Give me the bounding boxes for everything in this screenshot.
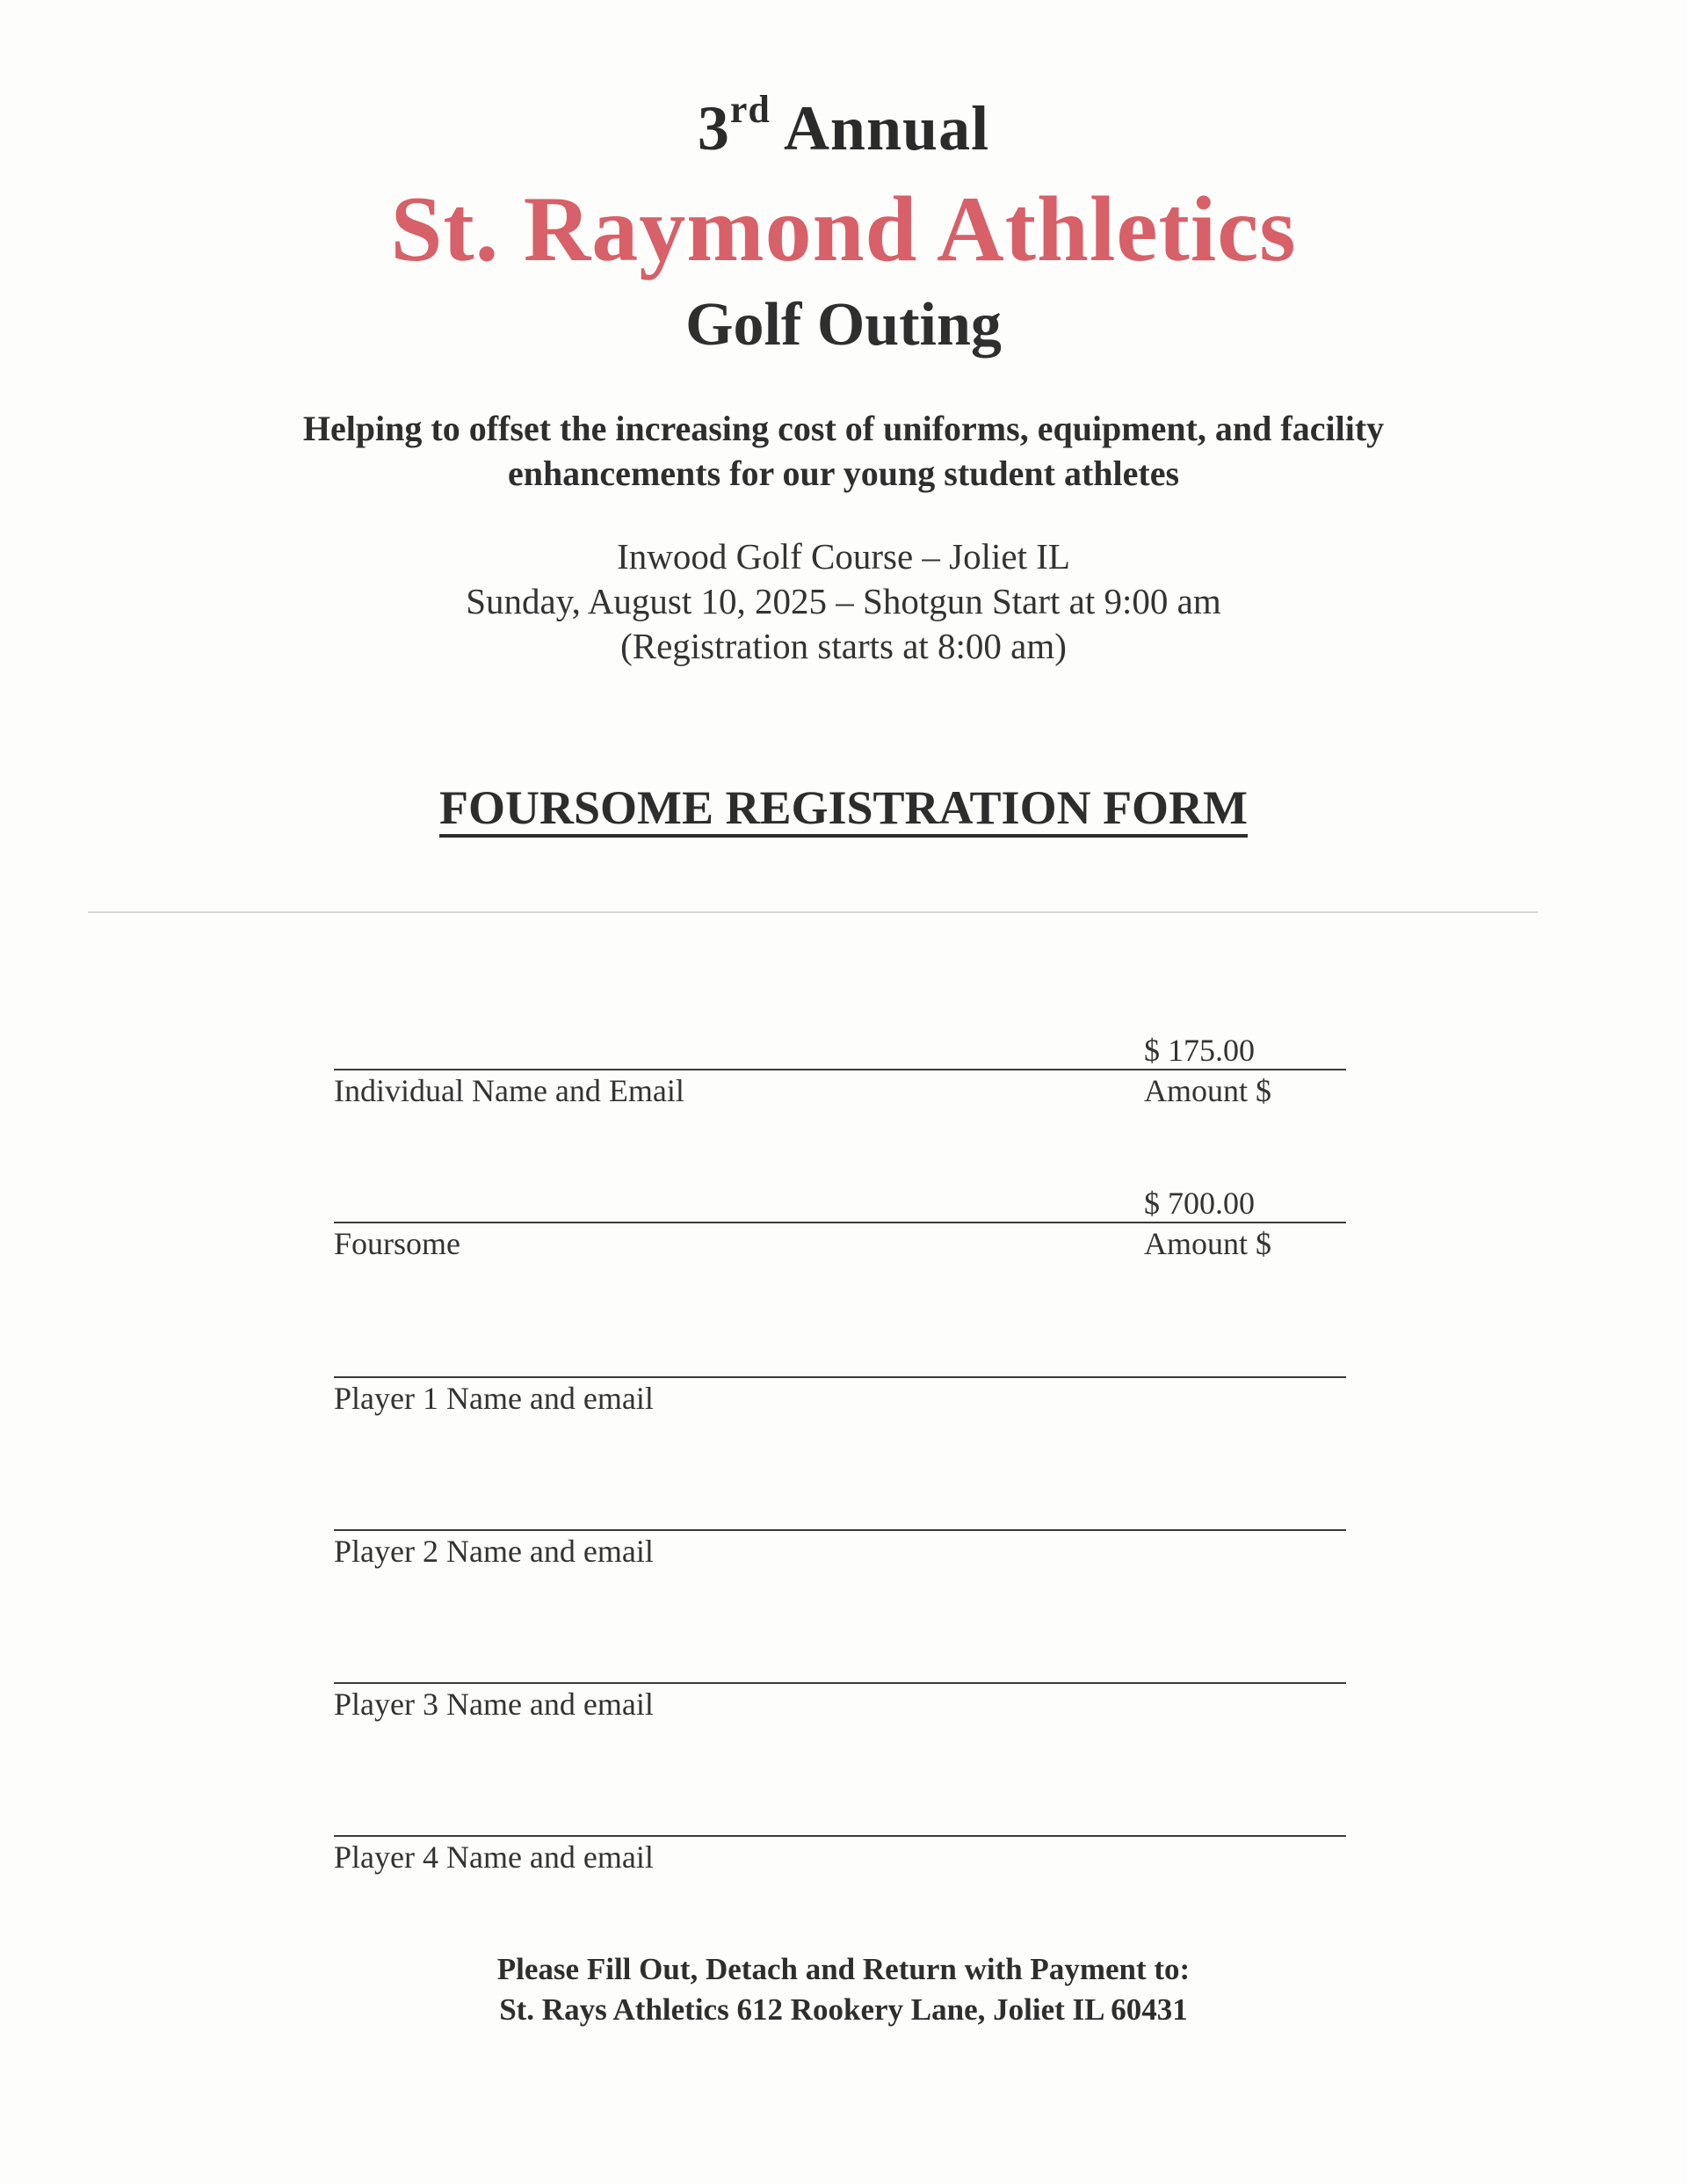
form-heading-text: FOURSOME REGISTRATION FORM (439, 783, 1248, 838)
purpose-statement (0, 406, 1687, 496)
foursome-field (334, 1181, 1346, 1278)
player-1-fill-line[interactable] (334, 1376, 1346, 1378)
player-1-field (334, 1376, 1346, 1438)
player-1-label: Player 1 Name and email (334, 1381, 654, 1416)
player-3-label: Player 3 Name and email (334, 1687, 654, 1722)
edition-number: 3 (697, 93, 730, 163)
player-2-fill-line[interactable] (334, 1529, 1346, 1531)
foursome-fill-line[interactable] (334, 1222, 1346, 1223)
event-date-time: Sunday, August 10, 2025 – Shotgun Start at 9:00 am (466, 581, 1221, 621)
individual-fill-line[interactable] (334, 1069, 1346, 1070)
purpose-line-2: enhancements for our young student athletes (507, 453, 1180, 493)
individual-amount-label: Amount $ (1144, 1073, 1272, 1108)
player-3-fill-line[interactable] (334, 1682, 1346, 1684)
foursome-amount-label: Amount $ (1144, 1226, 1272, 1261)
form-heading (0, 780, 1687, 838)
return-instructions (0, 1949, 1687, 2030)
organization-title: St. Raymond Athletics (390, 178, 1297, 280)
player-4-label: Player 4 Name and email (334, 1839, 654, 1875)
individual-field (334, 1028, 1346, 1125)
return-instruction-line: Please Fill Out, Detach and Return with Payment to: (496, 1952, 1191, 1986)
event-location: Inwood Golf Course – Joliet IL (617, 536, 1070, 577)
edition-suffix: rd (729, 88, 771, 131)
player-2-field (334, 1529, 1346, 1591)
return-address: St. Rays Athletics 612 Rookery Lane, Joliet IL 60431 (499, 1992, 1188, 2027)
detach-divider (88, 911, 1538, 913)
individual-label: Individual Name and Email (334, 1073, 684, 1108)
edition-word: Annual (783, 93, 990, 163)
player-3-field (334, 1682, 1346, 1744)
individual-amount-value: $ 175.00 (1144, 1033, 1255, 1068)
purpose-line-1: Helping to offset the increasing cost of uniforms, equipment, and facility (302, 409, 1385, 448)
event-registration-time: (Registration starts at 8:00 am) (620, 626, 1067, 666)
player-2-label: Player 2 Name and email (334, 1534, 654, 1569)
player-4-fill-line[interactable] (334, 1835, 1346, 1837)
player-4-field (334, 1835, 1346, 1897)
foursome-amount-value: $ 700.00 (1144, 1186, 1255, 1221)
foursome-label: Foursome (334, 1226, 460, 1261)
event-edition-heading (0, 88, 1687, 165)
event-subtitle: Golf Outing (685, 291, 1002, 359)
event-details (0, 534, 1687, 669)
